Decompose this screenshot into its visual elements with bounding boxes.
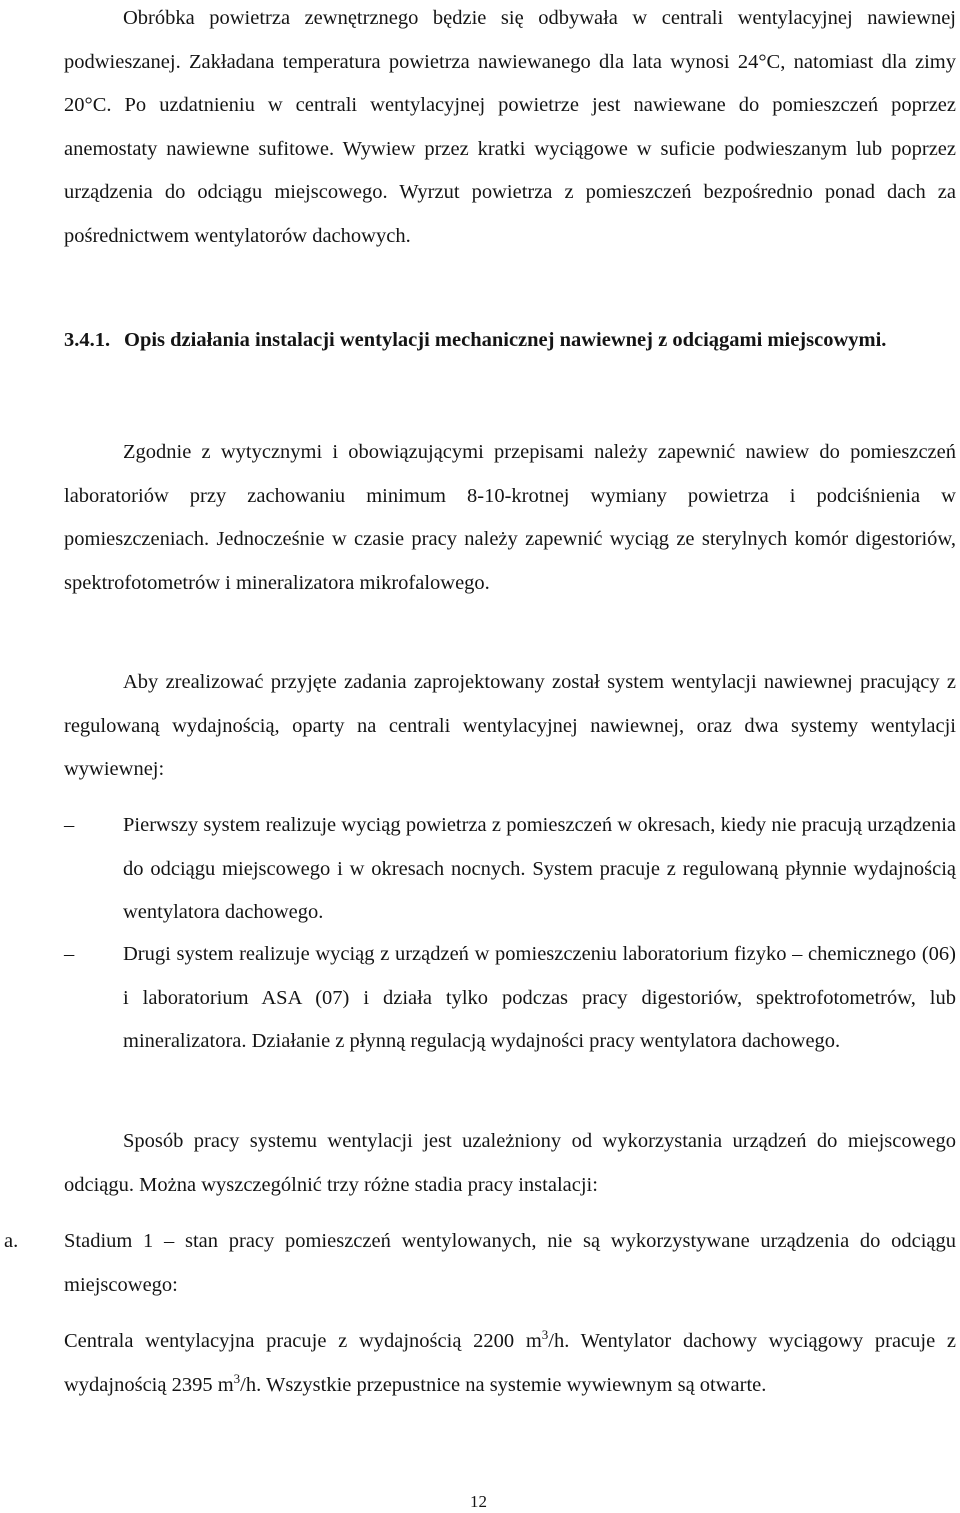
stage-detail-text: /h. Wentylator dachowy wyciągowy pracuje z wydajnością 2395 m — [64, 1330, 956, 1396]
list-item-text: Drugi system realizuje wyciąg z urządzeń w pomieszczeniu laboratorium fizyko – chemicznego (06) i laboratorium ASA (07) i działa tylko podczas pracy digestoriów, spektrofotometrów, lub mineralizatora. Działanie z płynną regulacją wydajności pracy wentylatora dachowego. — [123, 943, 956, 1052]
list-item — [64, 933, 956, 1064]
section-number: 3.4.1. — [64, 329, 111, 351]
paragraph-requirements: Zgodnie z wytycznymi i obowiązującymi przepisami należy zapewnić nawiew do pomieszczeń laboratoriów przy zachowaniu minimum 8-10-krotnej wymiany powietrza i podciśnienia w pomieszczeniach. Jednocześnie w czasie pracy należy zapewnić wyciąg ze sterylnych komór digestoriów, spektrofotometrów i mineralizatora mikrofalowego. — [64, 441, 956, 594]
section-title: Opis działania instalacji wentylacji mechanicznej nawiewnej z odciągami miejscowymi. — [124, 329, 887, 351]
list-dash: – — [64, 943, 75, 965]
section-heading — [64, 319, 956, 363]
stage-item — [4, 1220, 956, 1307]
stage-text: Stadium 1 – stan pracy pomieszczeń wentylowanych, nie są wykorzystywane urządzenia do odciągu miejscowego: — [64, 1230, 956, 1296]
paragraph-stage-details — [64, 1320, 956, 1407]
superscript: 3 — [233, 1370, 241, 1386]
list-item — [64, 804, 956, 935]
paragraph-intro: Obróbka powietrza zewnętrznego będzie się odbywała w centrali wentylacyjnej nawiewnej podwieszanej. Zakładana temperatura powietrza nawiewanego dla lata wynosi 24°C, natomiast dla zimy 20°C. Po uzdatnieniu w centrali wentylacyjnej powietrze jest nawiewane do pomieszczeń poprzez anemostaty nawiewne sufitowe. Wywiew przez kratki wyciągowe w suficie podwieszanym lub poprzez urządzenia do odciągu miejscowego. Wyrzut powietrza z pomieszczeń bezpośrednio ponad dach za pośrednictwem wentylatorów dachowych. — [64, 7, 956, 247]
stage-detail-text: /h. Wszystkie przepustnice na systemie wywiewnym są otwarte. — [240, 1373, 767, 1396]
paragraph-system: Aby zrealizować przyjęte zadania zaprojektowany został system wentylacji nawiewnej pracujący z regulowaną wydajnością, oparty na centrali wentylacyjnej nawiewnej, oraz dwa systemy wentylacji wywiewnej: — [64, 671, 956, 780]
page-number: 12 — [470, 1492, 487, 1511]
stage-marker: a. — [4, 1230, 19, 1252]
stage-detail-text: Centrala wentylacyjna pracuje z wydajnością 2200 m — [64, 1330, 542, 1352]
list-dash: – — [64, 814, 75, 836]
superscript: 3 — [541, 1327, 549, 1342]
paragraph-stages-intro: Sposób pracy systemu wentylacji jest uzależniony od wykorzystania urządzeń do miejscowego odciągu. Można wyszczególnić trzy różne stadia pracy instalacji: — [64, 1130, 956, 1196]
list-item-text: Pierwszy system realizuje wyciąg powietrza z pomieszczeń w okresach, kiedy nie pracują urządzenia do odciągu miejscowego i w okresach nocnych. System pracuje z regulowaną płynnie wydajnością wentylatora dachowego. — [123, 814, 956, 923]
